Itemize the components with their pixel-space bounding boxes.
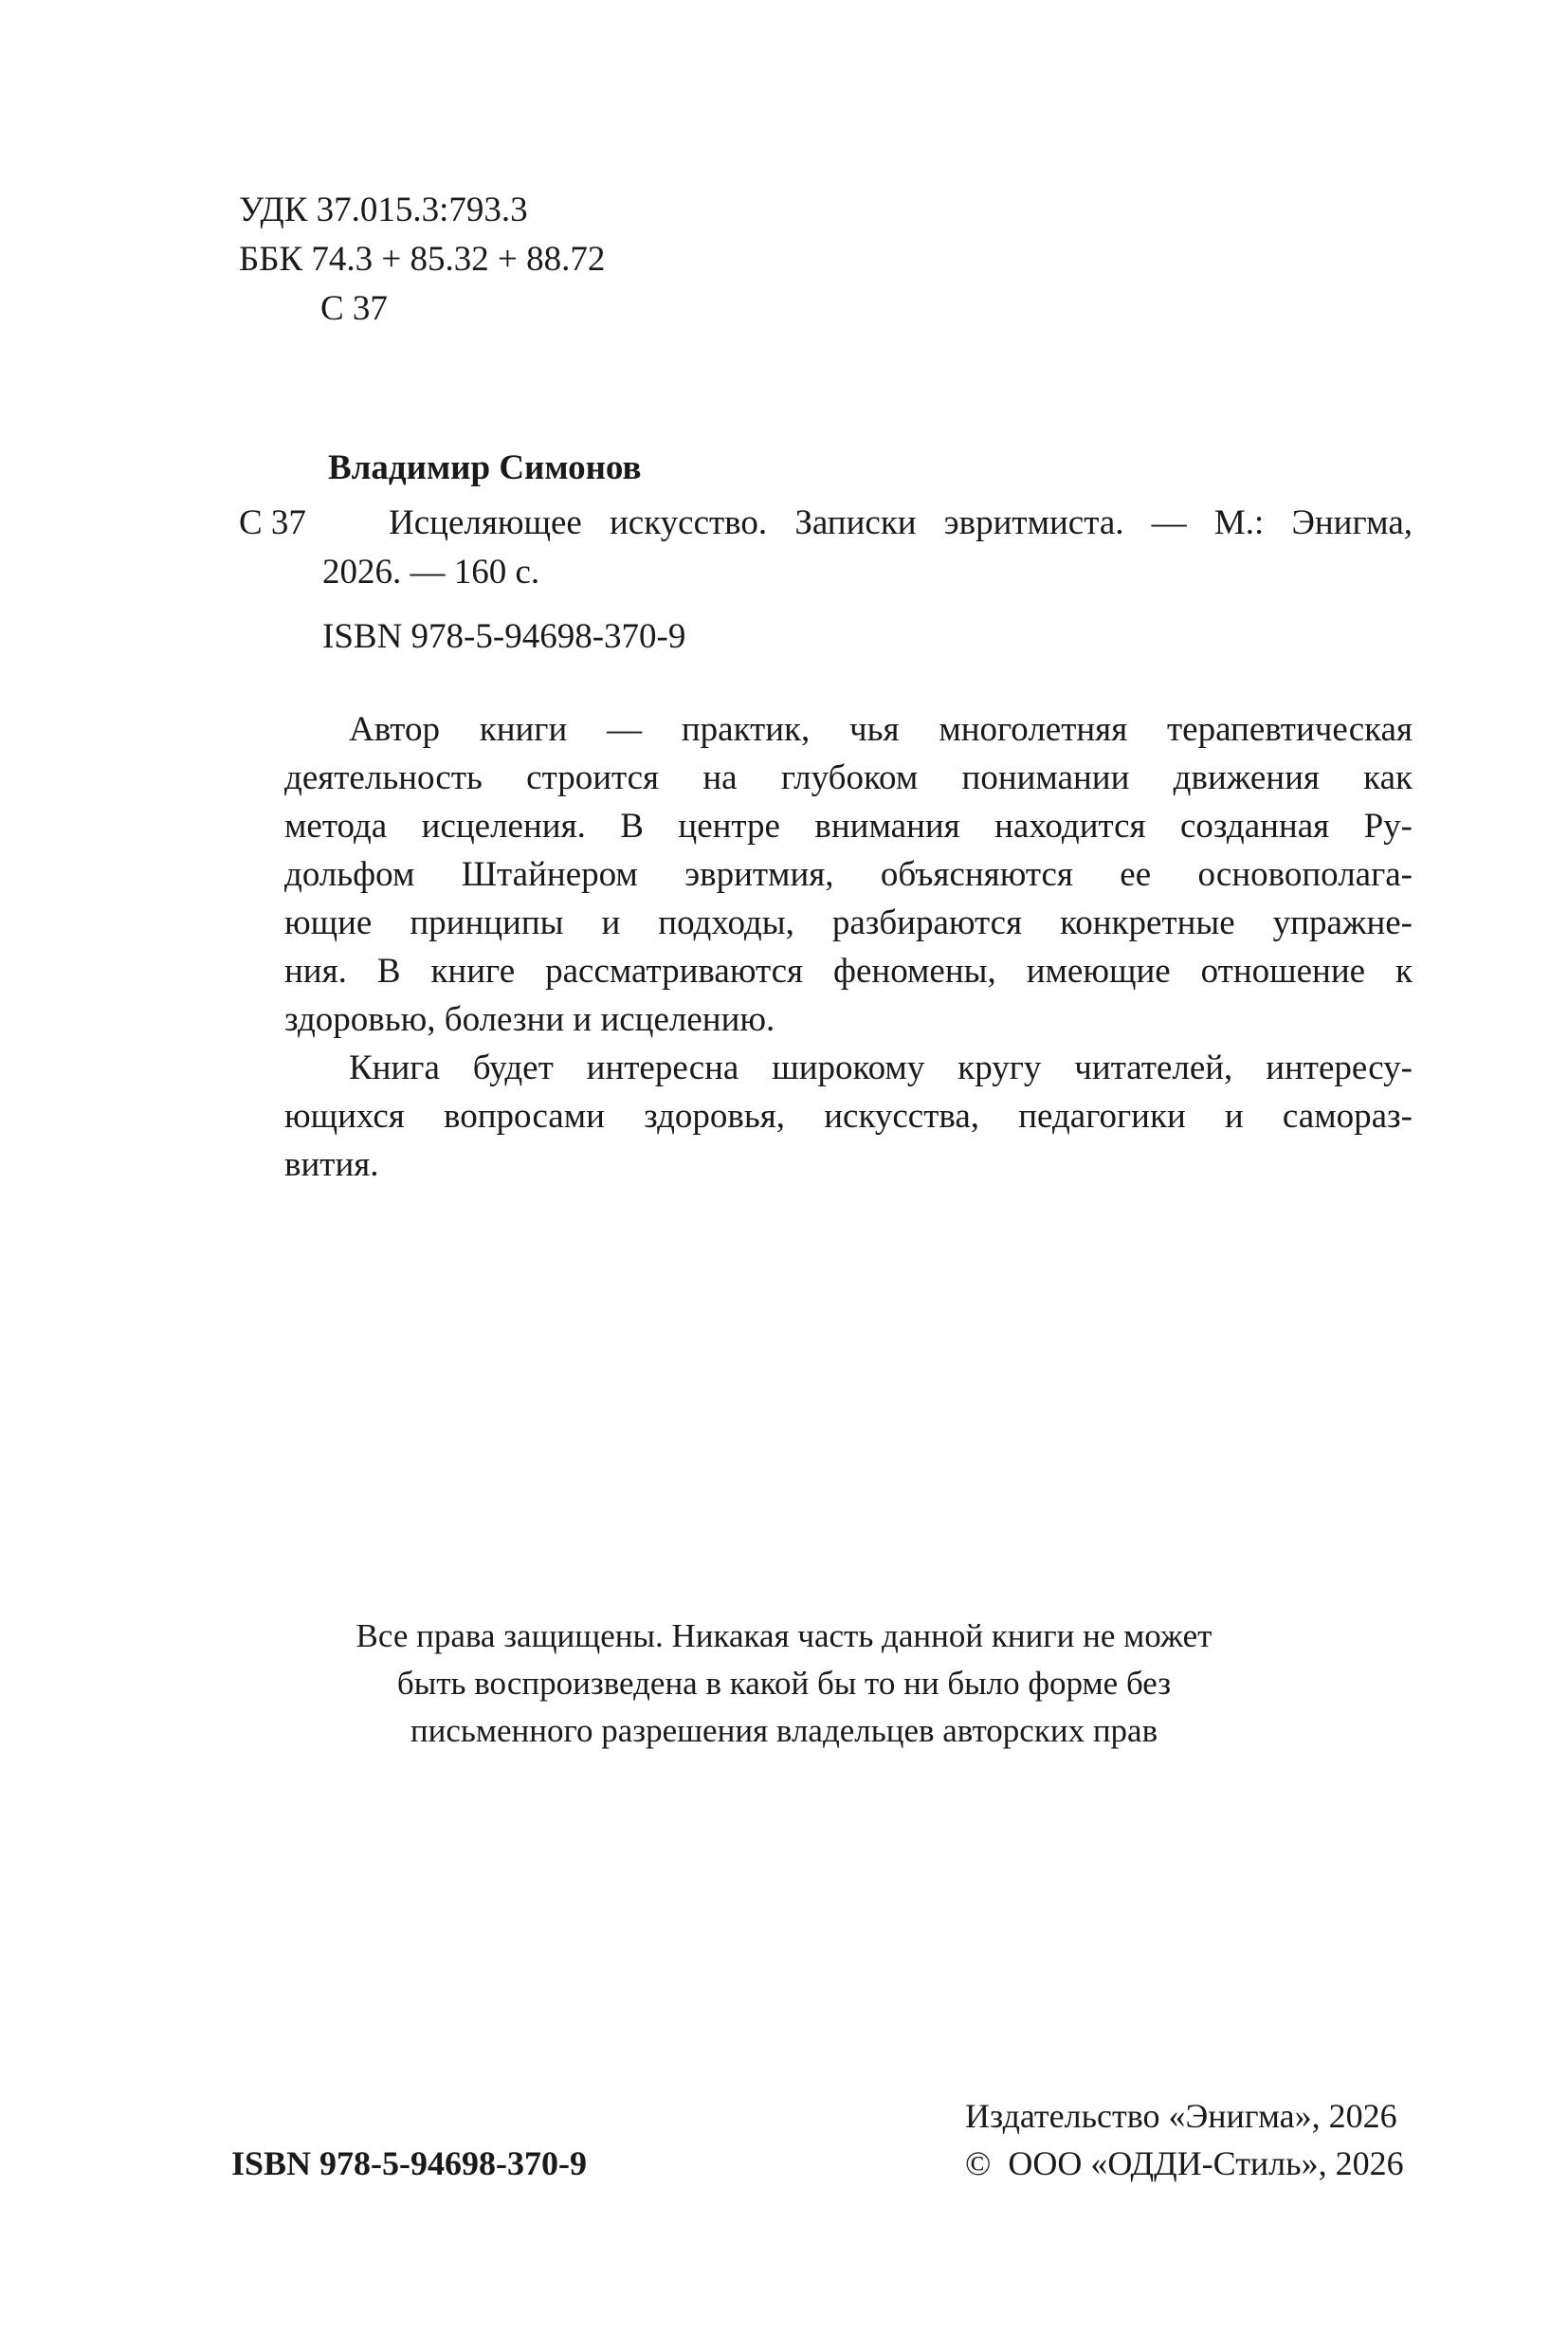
footer-isbn: ISBN 978-5-94698-370-9 <box>231 2144 587 2182</box>
publisher-line: Издательство «Энигма», 2026 <box>965 2097 1397 2135</box>
annotation-line: Книга будет интересна широкому кругу читателей, интересу- <box>349 1048 1413 1087</box>
udk-code: УДК 37.015.3:793.3 <box>239 191 528 229</box>
bbk-code: ББК 74.3 + 85.32 + 88.72 <box>239 240 606 279</box>
annotation-line: ния. В книге рассматриваются феномены, имеющие отношение к <box>284 952 1413 991</box>
annotation-line: ющихся вопросами здоровья, искусства, педагогики и самораз- <box>284 1097 1413 1136</box>
annotation-line: вития. <box>284 1145 379 1184</box>
annotation-line: деятельность строится на глубоком понимании движения как <box>284 758 1413 797</box>
annotation-line: ющие принципы и подходы, разбираются конкретные упражне- <box>284 903 1413 942</box>
copyright-line: © ООО «ОДДИ-Стиль», 2026 <box>965 2144 1404 2182</box>
record-isbn: ISBN 978-5-94698-370-9 <box>322 617 686 656</box>
rights-notice-line: быть воспроизведена в какой бы то ни было форме без <box>396 1665 1172 1702</box>
book-title-line-2: 2026. — 160 с. <box>322 553 540 592</box>
author-name: Владимир Симонов <box>328 448 642 487</box>
annotation-line: метода исцеления. В центре внимания находится созданная Ру- <box>284 807 1413 846</box>
annotation-line: дольфом Штайнером эвритмия, объясняются ее основополага- <box>284 855 1413 894</box>
author-mark: С 37 <box>320 289 388 328</box>
rights-notice-line: письменного разрешения владельцев авторских прав <box>410 1712 1158 1749</box>
record-mark: С 37 <box>239 503 306 542</box>
annotation-line: здоровью, болезни и исцелению. <box>284 1000 775 1039</box>
annotation-line: Автор книги — практик, чья многолетняя терапевтическая <box>349 710 1413 749</box>
book-title-line-1: Исцеляющее искусство. Записки эвритмиста. — М.: Энигма, <box>389 503 1413 542</box>
rights-notice-line: Все права защищены. Никакая часть данной книги не может <box>356 1617 1212 1654</box>
